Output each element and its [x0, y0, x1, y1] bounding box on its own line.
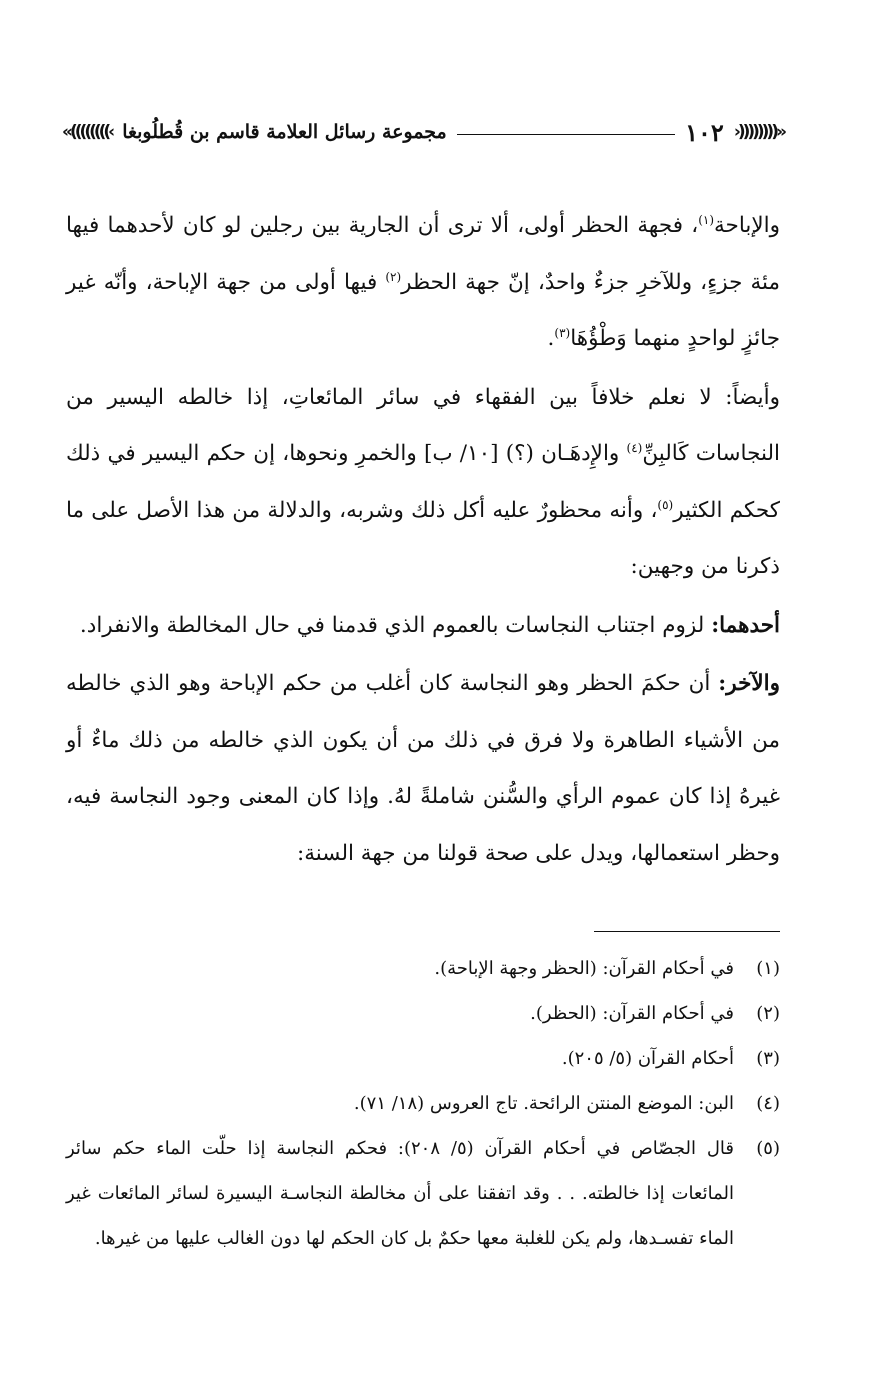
page-number: ١٠٢ [685, 117, 724, 147]
header-book-title: مجموعة رسائل العلامة قاسم بن قُطلُوبغا [122, 121, 447, 143]
paragraph-lead-word: أحدهما: [711, 612, 780, 638]
text-segment: . [547, 326, 555, 351]
text-segment: فيها أولى من جهة الإباحة، وأنّه غير جائزٍ لواحدٍ منهما وَطْؤُهَا [66, 269, 780, 351]
footnote-number: (٣) [756, 1048, 780, 1069]
footnote-item [66, 1036, 780, 1081]
footnote-ref-3: (٣) [554, 325, 571, 340]
text-segment: ، فجهة الحظر أولى، ألا ترى أن الجارية بين رجلين لو كان لأحدهما فيها مئة جزءٍ، وللآخرِ جزءٌ واحدٌ، إنّ جهة الحظر [66, 213, 780, 295]
header-ornament-right: ›))))))))›› [733, 122, 784, 142]
footnote-number: (٥) [756, 1138, 780, 1159]
footnote-item [66, 991, 780, 1036]
text-segment: ، وأنه محظورٌ عليه أكل ذلك وشربه، والدلالة من هذا الأصل على ما ذكرنا من وجهين: [66, 497, 780, 579]
running-header [62, 112, 784, 152]
footnote-number: (٢) [756, 1003, 780, 1024]
paragraph-3 [66, 598, 780, 655]
footnote-ref-1: (١) [698, 212, 715, 227]
footnote-separator [594, 931, 780, 932]
footnote-number: (٤) [756, 1093, 780, 1114]
text-segment: وأيضاً: لا نعلم خلافاً بين الفقهاء في سائر المائعاتِ، إذا خالطه اليسير من النجاسات كَالبِنِّ [66, 384, 780, 466]
footnotes [66, 946, 780, 1261]
footnote-ref-2: (٢) [385, 269, 402, 284]
footnote-item [66, 1126, 780, 1261]
text-segment: والإباحة [714, 213, 780, 238]
text-segment: أن حكمَ الحظر وهو النجاسة كان أغلب من حكم الإباحة وهو الذي خالطه من الأشياء الطاهرة ولا فرق في ذلك من أن يكون الذي خالطه من ذلك ماءٌ أو غيرهُ إذا كان عموم الرأي والسُّنن شاملةً لهُ. وإذا كان المعنى وجود النجاسة فيه، وحظر استعمالها، ويدل على صحة قولنا من جهة السنة: [66, 671, 780, 866]
footnote-ref-4: (٤) [626, 440, 643, 455]
footnote-item [66, 1081, 780, 1126]
footnote-number: (١) [756, 958, 780, 979]
header-ornament-left: ‹‹((((((((‹ [62, 122, 113, 142]
footnote-text: البن: الموضع المنتن الرائحة. تاج العروس (١٨/ ٧١). [353, 1093, 734, 1114]
footnote-ref-5: (٥) [657, 497, 674, 512]
main-text [66, 198, 780, 882]
footnote-item [66, 946, 780, 991]
text-segment: لزوم اجتناب النجاسات بالعموم الذي قدمنا في حال المخالطة والانفراد. [79, 612, 712, 638]
footnote-text: قال الجصّاص في أحكام القرآن (٥/ ٢٠٨): فحكم النجاسة إذا حلّت الماء حكم سائر المائعات إذا خالطته. . . وقد اتفقنا على أن مخالطة النجاسـة اليسيرة لسائر المائعات غير الماء تفسـدها، ولم يكن للغلبة معها حكمٌ بل كان الحكم لها دون الغالب عليها من غيرها. [66, 1138, 734, 1249]
paragraph-lead-word: والآخر: [718, 671, 780, 696]
paragraph-4 [66, 656, 780, 882]
paragraph-2 [66, 370, 780, 596]
footnote-text: أحكام القرآن (٥/ ٢٠٥). [561, 1048, 734, 1069]
header-rule [457, 134, 675, 135]
footnote-text: في أحكام القرآن: (الحظر وجهة الإباحة). [434, 958, 734, 979]
paragraph-1 [66, 198, 780, 368]
text-segment: والإِدهَـان (؟) [١٠/ ب] والخمرِ ونحوها، إن حكم اليسير في ذلك كحكم الكثير [66, 441, 780, 523]
footnote-text: في أحكام القرآن: (الحظر). [530, 1003, 734, 1024]
